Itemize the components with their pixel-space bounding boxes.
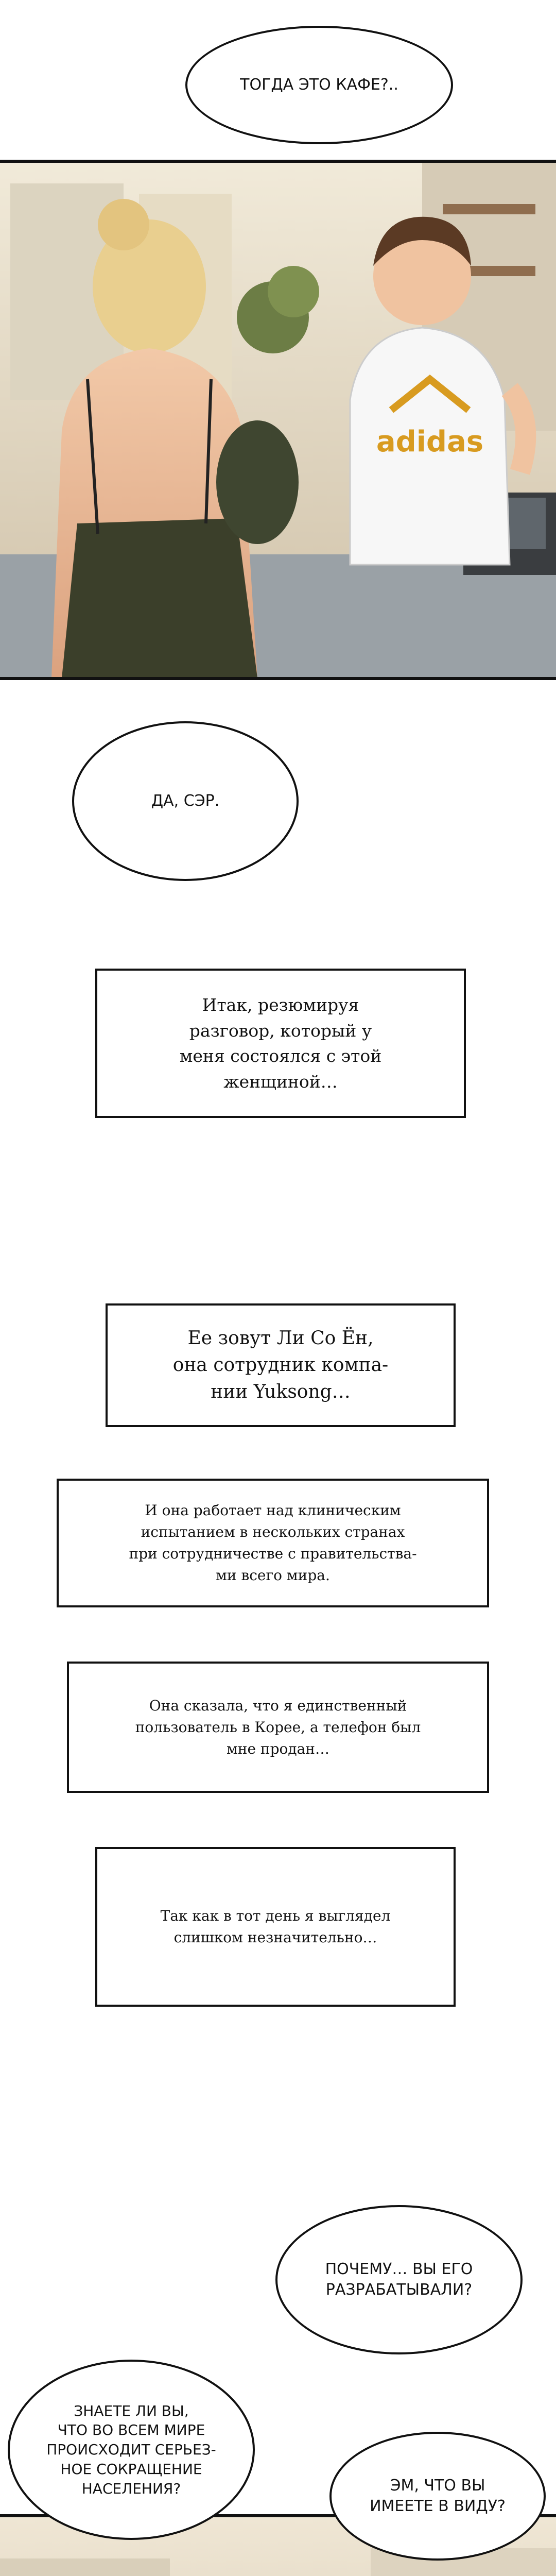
caption-text: Так как в тот день я выглядел слишком незначительно… bbox=[160, 1907, 391, 1946]
caption-box-only-user bbox=[67, 1662, 489, 1793]
caption-text: Итак, резюмируя разговор, который у меня состоялся с этой женщиной… bbox=[179, 995, 382, 1092]
speech-text: ЭМ, ЧТО ВЫ ИМЕЕТЕ В ВИДУ? bbox=[370, 2476, 506, 2515]
speech-bubble-what-mean bbox=[329, 2432, 546, 2561]
caption-text: Ее зовут Ли Со Ён, она сотрудник компа- нии Yuksong… bbox=[172, 1327, 389, 1403]
comic-panel-cafe-conversation bbox=[0, 160, 556, 680]
speech-text: ЗНАЕТЕ ЛИ ВЫ, ЧТО ВО ВСЕМ МИРЕ ПРОИСХОДИТ СЕРЬЕЗ- НОЕ СОКРАЩЕНИЕ НАСЕЛЕНИЯ? bbox=[46, 2402, 216, 2497]
speech-bubble-yes-sir bbox=[72, 721, 299, 881]
caption-box-insignificant bbox=[95, 1847, 456, 2007]
shirt-logo-text: adidas bbox=[376, 425, 484, 459]
speech-text: ПОЧЕМУ… ВЫ ЕГО РАЗРАБАТЫВАЛИ? bbox=[325, 2260, 473, 2299]
caption-text: Она сказала, что я единственный пользователь в Корее, а телефон был мне продан… bbox=[135, 1697, 421, 1757]
speech-bubble-why bbox=[275, 2205, 523, 2354]
speech-bubble-cafe bbox=[185, 26, 453, 144]
speech-text: ДА, СЭР. bbox=[151, 791, 220, 810]
caption-box-summary bbox=[95, 969, 466, 1118]
speech-text: ТОГДА ЭТО КАФЕ?.. bbox=[240, 75, 398, 94]
caption-box-trials bbox=[57, 1479, 489, 1607]
panel-illustration bbox=[0, 163, 556, 678]
caption-box-name bbox=[106, 1303, 456, 1427]
speech-bubble-population bbox=[8, 2360, 255, 2540]
caption-text: И она работает над клиническим испытанием в нескольких странах при сотрудничестве с правительства- ми всего мира. bbox=[129, 1502, 417, 1584]
